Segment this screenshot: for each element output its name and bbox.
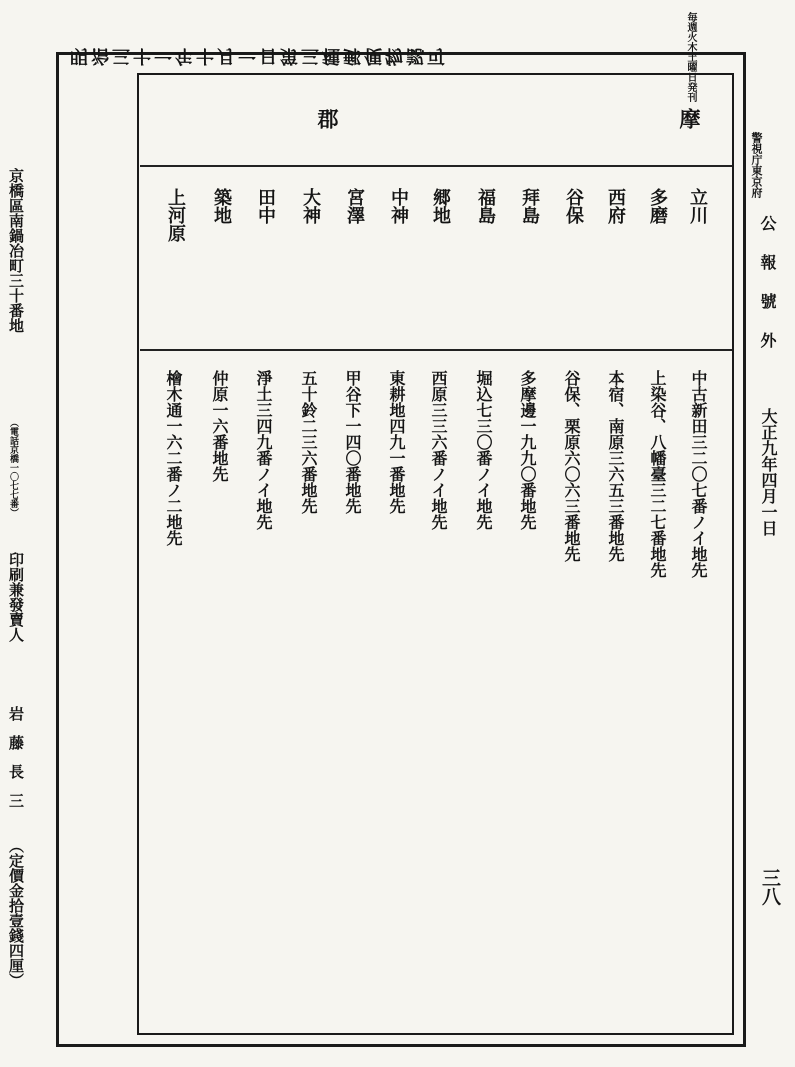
place-address: 檜木通一六二番ノ二地先 <box>164 370 183 546</box>
place-name: 宮澤 <box>344 188 365 224</box>
place-name: 立川 <box>687 188 708 224</box>
place-address: 堀込七三〇番ノイ地先 <box>474 370 493 530</box>
header-divider <box>140 165 732 167</box>
place-address: 東耕地四九一番地先 <box>387 370 406 514</box>
place-address: 中古新田三二〇七番ノイ地先 <box>689 370 708 578</box>
publication-note: 毎週火木土曜日発刊 <box>685 12 696 102</box>
place-name: 多磨 <box>647 188 668 224</box>
place-address: 五十鈴二三六番地先 <box>299 370 318 514</box>
place-name: 谷保 <box>563 188 584 224</box>
section-heading-left: 郡 <box>315 108 340 129</box>
place-address: 多摩邊一九九〇番地先 <box>518 370 537 530</box>
place-name: 築地 <box>211 188 232 224</box>
mail-class-text: 明治三十一年十月一日第三種郵便物認可 <box>70 45 448 66</box>
imprint-printer: 印刷兼發賣人 <box>7 552 25 642</box>
section-heading-right: 摩 <box>677 108 702 129</box>
imprint-publisher: 京橋區南鍋冶町三十番地 <box>7 168 25 333</box>
place-name: 拜島 <box>519 188 540 224</box>
place-name: 上河原 <box>165 188 186 242</box>
place-address: 谷保、栗原六〇六三番地先 <box>562 370 581 562</box>
place-name: 中神 <box>388 188 409 224</box>
place-address: 仲原一六番地先 <box>210 370 229 482</box>
place-name: 西府 <box>605 188 626 224</box>
place-name: 田中 <box>255 188 276 224</box>
imprint-phone: （電話京橋一〇七七番） <box>8 418 18 517</box>
mail-class-banner <box>70 44 448 70</box>
gazette-title: 公報號外 <box>758 215 777 371</box>
issuer: 警視庁東京府 <box>750 132 763 198</box>
place-name: 大神 <box>300 188 321 224</box>
place-address: 上染谷、八幡臺三二七番地先 <box>648 370 667 578</box>
page-number: 三八 <box>759 868 781 906</box>
place-address: 甲谷下一四〇番地先 <box>343 370 362 514</box>
place-name: 福島 <box>475 188 496 224</box>
imprint-price: （定價金拾壹錢四厘） <box>7 838 25 988</box>
issue-date: 大正九年四月一日 <box>759 408 778 536</box>
name-divider <box>140 349 732 351</box>
place-address: 本宿、南原三六五三番地先 <box>606 370 625 562</box>
place-address: 西原三三六番ノイ地先 <box>429 370 448 530</box>
place-address: 淨土三四九番ノイ地先 <box>254 370 273 530</box>
imprint-printer-name: 岩藤長三 <box>7 706 25 822</box>
place-name: 郷地 <box>430 188 451 224</box>
